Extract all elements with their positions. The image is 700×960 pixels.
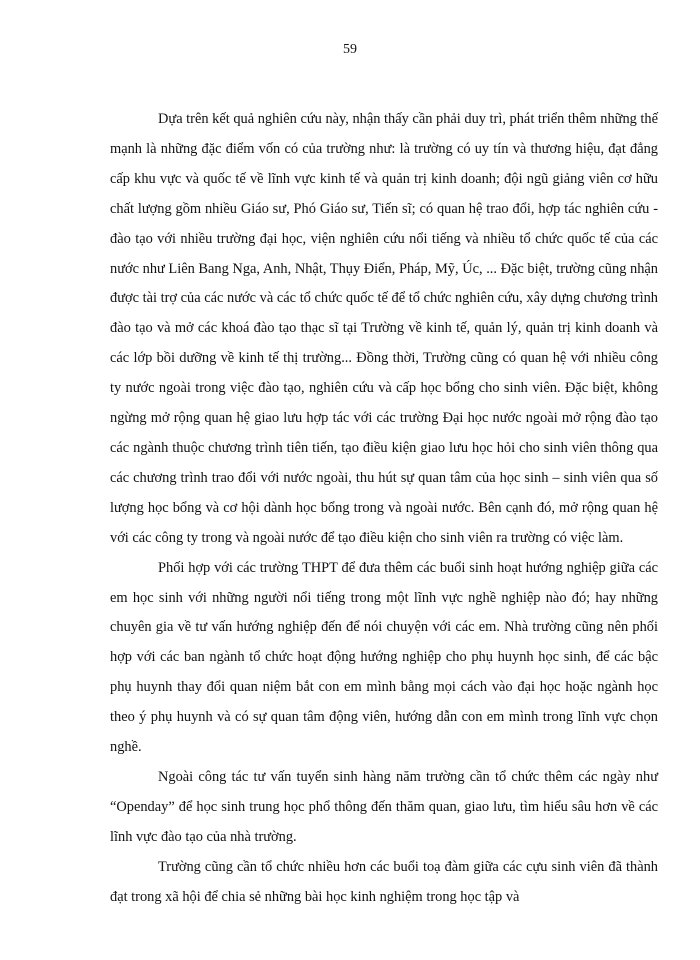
body-text [110, 105, 658, 912]
paragraph-1: Dựa trên kết quả nghiên cứu này, nhận thấy cần phải duy trì, phát triển thêm những thế mạnh là những đặc điểm vốn có của trường như: là trường có uy tín và thương hiệu, đạt đẳng cấp khu vực và quốc tế về lĩnh vực kinh tế và quản trị kinh doanh; đội ngũ giảng viên cơ hữu chất lượng gồm nhiều Giáo sư, Phó Giáo sư, Tiến sĩ; có quan hệ trao đổi, hợp tác nghiên cứu - đào tạo với nhiều trường đại học, viện nghiên cứu nổi tiếng và nhiều tổ chức quốc tế của các nước như Liên Bang Nga, Anh, Nhật, Thụy Điển, Pháp, Mỹ, Úc, ... Đặc biệt, trường cũng nhận được tài trợ của các nước và các tổ chức quốc tế để tổ chức nghiên cứu, xây dựng chương trình đào tạo và mở các khoá đào tạo thạc sĩ tại Trường về kinh tế, quản lý, quản trị kinh doanh và các lớp bồi dưỡng về kinh tế thị trường... Đồng thời, Trường cũng có quan hệ với nhiều công ty nước ngoài trong việc đào tạo, nghiên cứu và cấp học bổng cho sinh viên. Đặc biệt, không ngừng mở rộng quan hệ giao lưu hợp tác với các trường Đại học nước ngoài mở rộng đào tạo các ngành thuộc chương trình tiên tiến, tạo điều kiện giao lưu học hỏi cho sinh viên thông qua các chương trình trao đổi với nước ngoài, thu hút sự quan tâm của học sinh – sinh viên qua số lượng học bổng và cơ hội dành học bổng trong và ngoài nước. Bên cạnh đó, mở rộng quan hệ với các công ty trong và ngoài nước để tạo điều kiện cho sinh viên ra trường có việc làm. [110, 111, 659, 546]
paragraph-2: Phối hợp với các trường THPT để đưa thêm các buổi sinh hoạt hướng nghiệp giữa các em học sinh với những người nổi tiếng trong một lĩnh vực nghề nghiệp nào đó; hay những chuyên gia về tư vấn hướng nghiệp đến để nói chuyện với các em. Nhà trường cũng nên phối hợp với các ban ngành tổ chức hoạt động hướng nghiệp cho phụ huynh học sinh, để các bậc phụ huynh thay đổi quan niệm bắt con em mình bằng mọi cách vào đại học hoặc ngành học theo ý phụ huynh và có sự quan tâm động viên, hướng dẫn con em mình trong lĩnh vực chọn nghề. [110, 559, 658, 756]
paragraph-4: Trường cũng cần tổ chức nhiều hơn các buổi toạ đàm giữa các cựu sinh viên đã thành đạt trong xã hội để chia sẻ những bài học kinh nghiệm trong học tập và [110, 858, 658, 905]
paragraph-3: Ngoài công tác tư vấn tuyển sinh hàng năm trường cần tổ chức thêm các ngày như “Openday” để học sinh trung học phổ thông đến thăm quan, giao lưu, tìm hiểu sâu hơn về các lĩnh vực đào tạo của nhà trường. [110, 768, 658, 845]
page-number: 59 [343, 42, 357, 57]
